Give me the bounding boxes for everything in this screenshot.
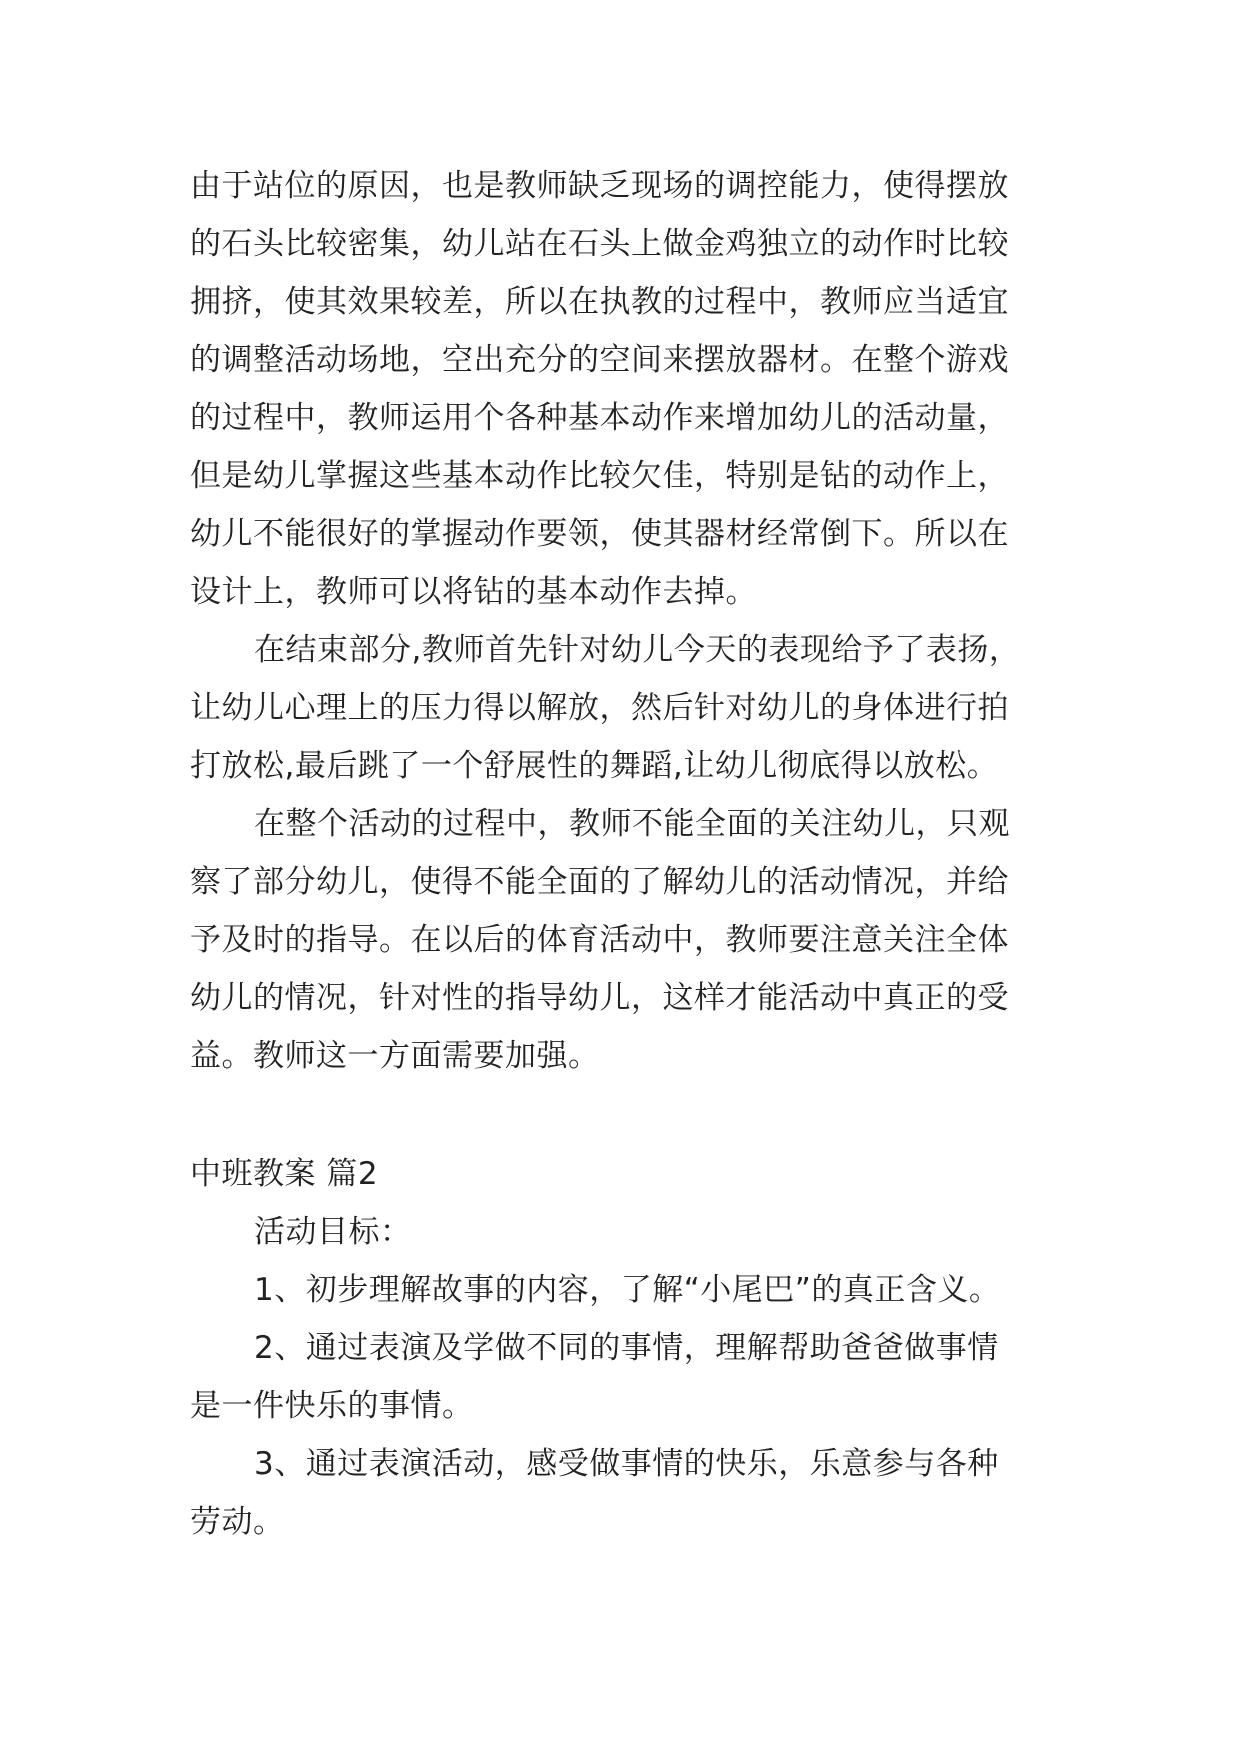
paragraph-line: 的调整活动场地，空出充分的空间来摆放器材。在整个游戏 xyxy=(190,342,1009,378)
paragraph-line: 拥挤，使其效果较差，所以在执教的过程中，教师应当适宜 xyxy=(190,284,1009,320)
goal-line: 3、通过表演活动，感受做事情的快乐，乐意参与各种 xyxy=(254,1446,999,1482)
paragraph-line: 让幼儿心理上的压力得以解放，然后针对幼儿的身体进行拍 xyxy=(190,690,1009,726)
goal-item-1 xyxy=(190,1261,1050,1319)
paragraph-3 xyxy=(190,795,1050,1085)
paragraph-line: 的石头比较密集，幼儿站在石头上做金鸡独立的动作时比较 xyxy=(190,226,1009,262)
goal-line: 劳动。 xyxy=(190,1504,285,1540)
paragraph-line: 的过程中，教师运用个各种基本动作来增加幼儿的活动量， xyxy=(190,400,1009,436)
paragraph-line: 幼儿的情况，针对性的指导幼儿，这样才能活动中真正的受 xyxy=(190,980,1009,1016)
paragraph-line: 打放松,最后跳了一个舒展性的舞蹈,让幼儿彻底得以放松。 xyxy=(190,748,999,784)
paragraph-line: 设计上，教师可以将钻的基本动作去掉。 xyxy=(190,574,757,610)
lesson-plan-section xyxy=(190,1145,1050,1551)
goal-line: 是一件快乐的事情。 xyxy=(190,1388,474,1424)
paragraph-line: 察了部分幼儿，使得不能全面的了解幼儿的活动情况，并给 xyxy=(190,864,1009,900)
paragraph-line: 幼儿不能很好的掌握动作要领，使其器材经常倒下。所以在 xyxy=(190,516,1009,552)
paragraph-1 xyxy=(190,157,1050,621)
paragraph-line: 益。教师这一方面需要加强。 xyxy=(190,1038,600,1074)
goal-item-3 xyxy=(190,1435,1050,1551)
paragraph-line: 在结束部分,教师首先针对幼儿今天的表现给予了表扬， xyxy=(254,632,1021,668)
paragraph-line: 但是幼儿掌握这些基本动作比较欠佳，特别是钻的动作上， xyxy=(190,458,1009,494)
paragraph-2 xyxy=(190,621,1050,795)
goal-line: 2、通过表演及学做不同的事情，理解帮助爸爸做事情 xyxy=(254,1330,999,1366)
paragraph-line: 在整个活动的过程中，教师不能全面的关注幼儿，只观 xyxy=(254,806,1010,842)
goal-item-2 xyxy=(190,1319,1050,1435)
body-text xyxy=(190,157,1050,1085)
section-heading: 中班教案 篇2 xyxy=(190,1156,379,1192)
section-subheading: 活动目标： xyxy=(254,1214,412,1250)
goal-line: 1、初步理解故事的内容，了解“小尾巴”的真正含义。 xyxy=(254,1272,1001,1308)
paragraph-line: 由于站位的原因，也是教师缺乏现场的调控能力，使得摆放 xyxy=(190,168,1009,204)
paragraph-line: 予及时的指导。在以后的体育活动中，教师要注意关注全体 xyxy=(190,922,1009,958)
